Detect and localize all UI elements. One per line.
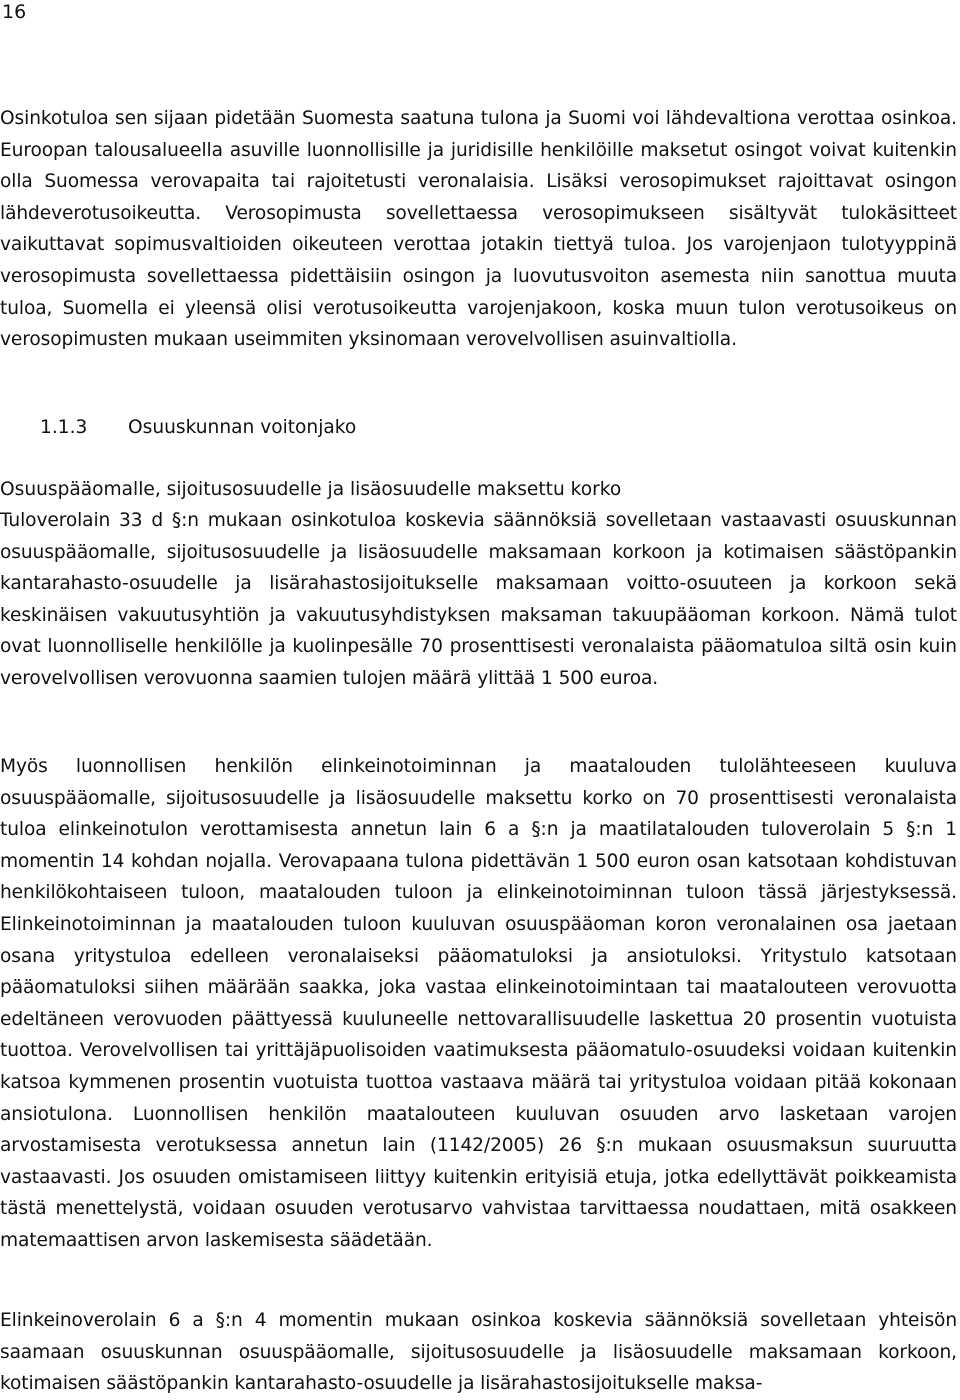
subheading: Osuuspääomalle, sijoitusosuudelle ja lisäosuudelle maksettu korko (0, 479, 622, 500)
paragraph-tvl-33d: Tuloverolain 33 d §:n mukaan osinkotuloa koskevia säännöksiä sovelletaan vastaavasti osuuskunnan osuuspääomalle, sijoitusosuudelle ja lisäosuudelle maksamaan korkoon ja kotimaisen säästöpankin kantarahasto-osuudelle ja lisärahastosijoitukselle maksamaan voitto-osuuteen ja korkoon sekä keskinäisen vakuutusyhtiön ja vakuutusyhdistyksen maksaman takuupääoman korkoon. Nämä tulot ovat luonnolliselle henkilölle ja kuolinpesälle 70 prosenttisesti veronalaista pääomatuloa siltä osin kuin verovelvollisen verovuonna saamien tulojen määrä ylittää 1 500 euroa. (0, 510, 957, 689)
section-number: 1.1.3 (40, 417, 88, 438)
paragraph-dividend-income: Osinkotuloa sen sijaan pidetään Suomesta saatuna tulona ja Suomi voi lähdevaltiona verottaa osinkoa. Euroopan talousalueella asuville luonnollisille ja juridisille henkilöille maksetut osingot voivat kuitenkin olla Suomessa verovapaita tai rajoitetusti veronalaisia. Lisäksi verosopimukset rajoittavat osingon lähdeverotusoikeutta. Verosopimusta sovellettaessa verosopimukseen sisältyvät tulokäsitteet vaikuttavat sopimusvaltioiden oikeuteen verottaa jotakin tiettyä tuloa. Jos varojenjaon tulotyyppinä verosopimusta sovellettaessa pidettäisiin osingon ja luovutusvoiton asemesta niin sanottua muuta tuloa, Suomella ei yleensä olisi verotusoikeutta varojenjakoon, koska muun tulon verotusoikeus on verosopimusten mukaan useimmiten yksinomaan verovelvollisen asuinvaltiolla. (0, 108, 957, 351)
section-title: Osuuskunnan voitonjako (128, 417, 357, 438)
paragraph-evl-6a: Elinkeinoverolain 6 a §:n 4 momentin mukaan osinkoa koskevia säännöksiä sovelletaan yhteisön saamaan osuuskunnan osuuspääomalle, sijoitusosuudelle ja lisäosuudelle maksamaan korkoon, kotimaisen säästöpankin kantarahasto-osuudelle ja lisärahastosijoitukselle maksa- (0, 1310, 957, 1395)
paragraph-business-income: Myös luonnollisen henkilön elinkeinotoiminnan ja maatalouden tulolähteeseen kuuluva osuuspääomalle, sijoitusosuudelle ja lisäosuudelle maksettu korko on 70 prosenttisesti veronalaista tuloa elinkeinotulon verottamisesta annetun lain 6 a §:n ja maatilatalouden tuloverolain 5 §:n 1 momentin 14 kohdan nojalla. Verovapaana tulona pidettävän 1 500 euron osan katsotaan kohdistuvan henkilökohtaiseen tuloon, maatalouden tuloon ja elinkeinotoiminnan tuloon tässä järjestyksessä. Elinkeinotoiminnan ja maatalouden tuloon kuuluvan osuuspääoman koron veronalainen osa jaetaan osana yritystuloa edelleen veronalaiseksi pääomatuloksi ja ansiotuloksi. Yritystulo katsotaan pääomatuloksi siihen määrään saakka, joka vastaa elinkeinotoimintaan tai maatalouteen verovuotta edeltäneen verovuoden päättyessä kuuluneelle nettovarallisuudelle laskettua 20 prosentin vuotuista tuottoa. Verovelvollisen tai yrittäjäpuolisoiden vaatimuksesta pääomatulo-osuudeksi voidaan kuitenkin katsoa kymmenen prosentin vuotuista tuottoa vastaava määrä tai yritystuloa voidaan pitää kokonaan ansiotulona. Luonnollisen henkilön maatalouteen kuuluvan osuuden arvo lasketaan varojen arvostamisesta verotuksessa annetun lain (1142/2005) 26 §:n mukaan osuusmaksun suuruutta vastaavasti. Jos osuuden omistamiseen liittyy kuitenkin erityisiä etuja, jotka edellyttävät poikkeamista tästä menettelystä, voidaan osuuden verotusarvo vahvistaa tarvittaessa noudattaen, mitä osakkeen matemaattisen arvon laskemisesta säädetään. (0, 756, 957, 1251)
section-heading (40, 412, 356, 444)
page-number: 16 (2, 1, 27, 23)
